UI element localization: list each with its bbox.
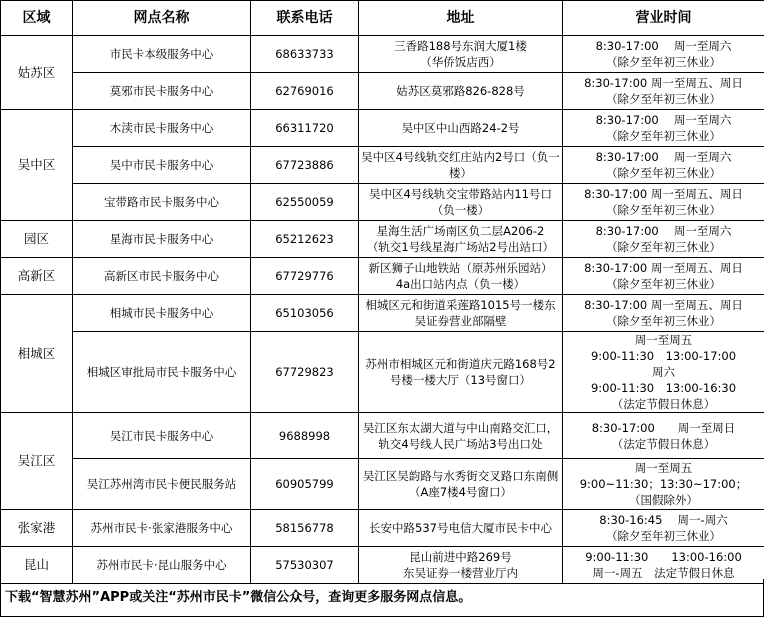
district-cell: 吴中区 [1, 110, 73, 221]
table-row [1, 36, 764, 73]
header-row [1, 1, 764, 36]
outlet-name: 吴江苏州湾市民卡便民服务站 [73, 459, 251, 510]
outlet-phone: 57530307 [251, 547, 359, 584]
outlet-hours: 8:30-17:00 周一至周六 （除夕至年初三休业） [563, 36, 764, 73]
outlet-phone: 66311720 [251, 110, 359, 147]
outlet-name: 苏州市民卡·张家港服务中心 [73, 510, 251, 547]
header-address: 地址 [359, 1, 563, 36]
header-name: 网点名称 [73, 1, 251, 36]
outlet-hours: 8:30-17:00 周一至周五、周日 （除夕至年初三休业） [563, 295, 764, 332]
outlet-hours: 9:00-11:30 13:00-16:00 周一-周五 法定节假日休息 [563, 547, 764, 584]
table-row [1, 184, 764, 221]
district-cell: 昆山 [1, 547, 73, 584]
outlet-name: 市民卡本级服务中心 [73, 36, 251, 73]
table-row [1, 221, 764, 258]
district-cell: 吴江区 [1, 413, 73, 510]
district-cell: 相城区 [1, 295, 73, 413]
district-cell: 高新区 [1, 258, 73, 295]
footer-note: 下载“智慧苏州”APP或关注“苏州市民卡”微信公众号，查询更多服务网点信息。 [0, 579, 764, 617]
outlet-phone: 60905799 [251, 459, 359, 510]
table-row [1, 510, 764, 547]
outlet-name: 相城市民卡服务中心 [73, 295, 251, 332]
outlet-name: 高新区市民卡服务中心 [73, 258, 251, 295]
outlet-address: 星海生活广场南区负二层A206-2 （轨交1号线星海广场站2号出站口） [359, 221, 563, 258]
outlet-phone: 62769016 [251, 73, 359, 110]
outlet-phone: 9688998 [251, 413, 359, 459]
outlet-phone: 67729823 [251, 332, 359, 413]
outlet-name: 吴中市民卡服务中心 [73, 147, 251, 184]
outlet-name: 宝带路市民卡服务中心 [73, 184, 251, 221]
outlet-address: 长安中路537号电信大厦市民卡中心 [359, 510, 563, 547]
outlet-hours: 8:30-17:00 周一至周六 （除夕至年初三休业） [563, 221, 764, 258]
header-district: 区域 [1, 1, 73, 36]
header-hours: 营业时间 [563, 1, 764, 36]
outlet-address: 新区狮子山地铁站（原苏州乐园站） 4a出口站内点（负一楼） [359, 258, 563, 295]
outlet-address: 苏州市相城区元和街道庆元路168号2号楼一楼大厅（13号窗口） [359, 332, 563, 413]
district-cell: 姑苏区 [1, 36, 73, 110]
table-row [1, 258, 764, 295]
table-row [1, 547, 764, 584]
outlet-address: 吴中区4号线轨交宝带路站内11号口 （负一楼） [359, 184, 563, 221]
outlet-phone: 65212623 [251, 221, 359, 258]
outlet-hours: 周一至周五 9:00~11:30；13:30~17:00； （国假除外） [563, 459, 764, 510]
outlet-hours: 周一至周五 9:00-11:30 13:00-17:00 周六 9:00-11:30 13:00-16:30 （法定节假日休息） [563, 332, 764, 413]
table-row [1, 73, 764, 110]
outlet-address: 姑苏区莫邪路826-828号 [359, 73, 563, 110]
outlet-hours: 8:30-17:00 周一至周五、周日 （除夕至年初三休业） [563, 73, 764, 110]
outlet-name: 吴江市民卡服务中心 [73, 413, 251, 459]
outlet-address: 相城区元和街道采莲路1015号一楼东吴证券营业部隔壁 [359, 295, 563, 332]
table-row [1, 413, 764, 459]
district-cell: 张家港 [1, 510, 73, 547]
header-phone: 联系电话 [251, 1, 359, 36]
outlet-phone: 58156778 [251, 510, 359, 547]
outlet-phone: 67723886 [251, 147, 359, 184]
outlet-name: 莫邪市民卡服务中心 [73, 73, 251, 110]
outlet-hours: 8:30-17:00 周一至周五、周日 （除夕至年初三休业） [563, 184, 764, 221]
table-row [1, 459, 764, 510]
table-row [1, 110, 764, 147]
outlet-hours: 8:30-17:00 周一至周六 （除夕至年初三休业） [563, 147, 764, 184]
outlet-name: 木渎市民卡服务中心 [73, 110, 251, 147]
outlet-address: 吴江区东太湖大道与中山南路交汇口，轨交4号线人民广场站3号出口处 [359, 413, 563, 459]
outlet-address: 三香路188号东润大厦1楼 （华侨饭店西） [359, 36, 563, 73]
outlet-address: 吴中区中山西路24-2号 [359, 110, 563, 147]
table-row [1, 147, 764, 184]
outlet-hours: 8:30-16:45 周一-周六 （除夕至年初三休业） [563, 510, 764, 547]
outlet-phone: 68633733 [251, 36, 359, 73]
outlet-hours: 8:30-17:00 周一至周日 （法定节假日休息） [563, 413, 764, 459]
outlet-address: 吴江区吴韵路与水秀街交叉路口东南侧（A座7楼4号窗口） [359, 459, 563, 510]
outlet-phone: 62550059 [251, 184, 359, 221]
table-row [1, 332, 764, 413]
outlet-address: 吴中区4号线轨交红庄站内2号口（负一楼） [359, 147, 563, 184]
table-row [1, 295, 764, 332]
outlet-phone: 67729776 [251, 258, 359, 295]
outlet-name: 苏州市民卡·昆山服务中心 [73, 547, 251, 584]
outlet-hours: 8:30-17:00 周一至周五、周日 （除夕至年初三休业） [563, 258, 764, 295]
district-cell: 园区 [1, 221, 73, 258]
outlet-name: 相城区审批局市民卡服务中心 [73, 332, 251, 413]
outlet-address: 昆山前进中路269号 东吴证券一楼营业厅内 [359, 547, 563, 584]
outlet-name: 星海市民卡服务中心 [73, 221, 251, 258]
outlet-hours: 8:30-17:00 周一至周六 （除夕至年初三休业） [563, 110, 764, 147]
outlet-phone: 65103056 [251, 295, 359, 332]
